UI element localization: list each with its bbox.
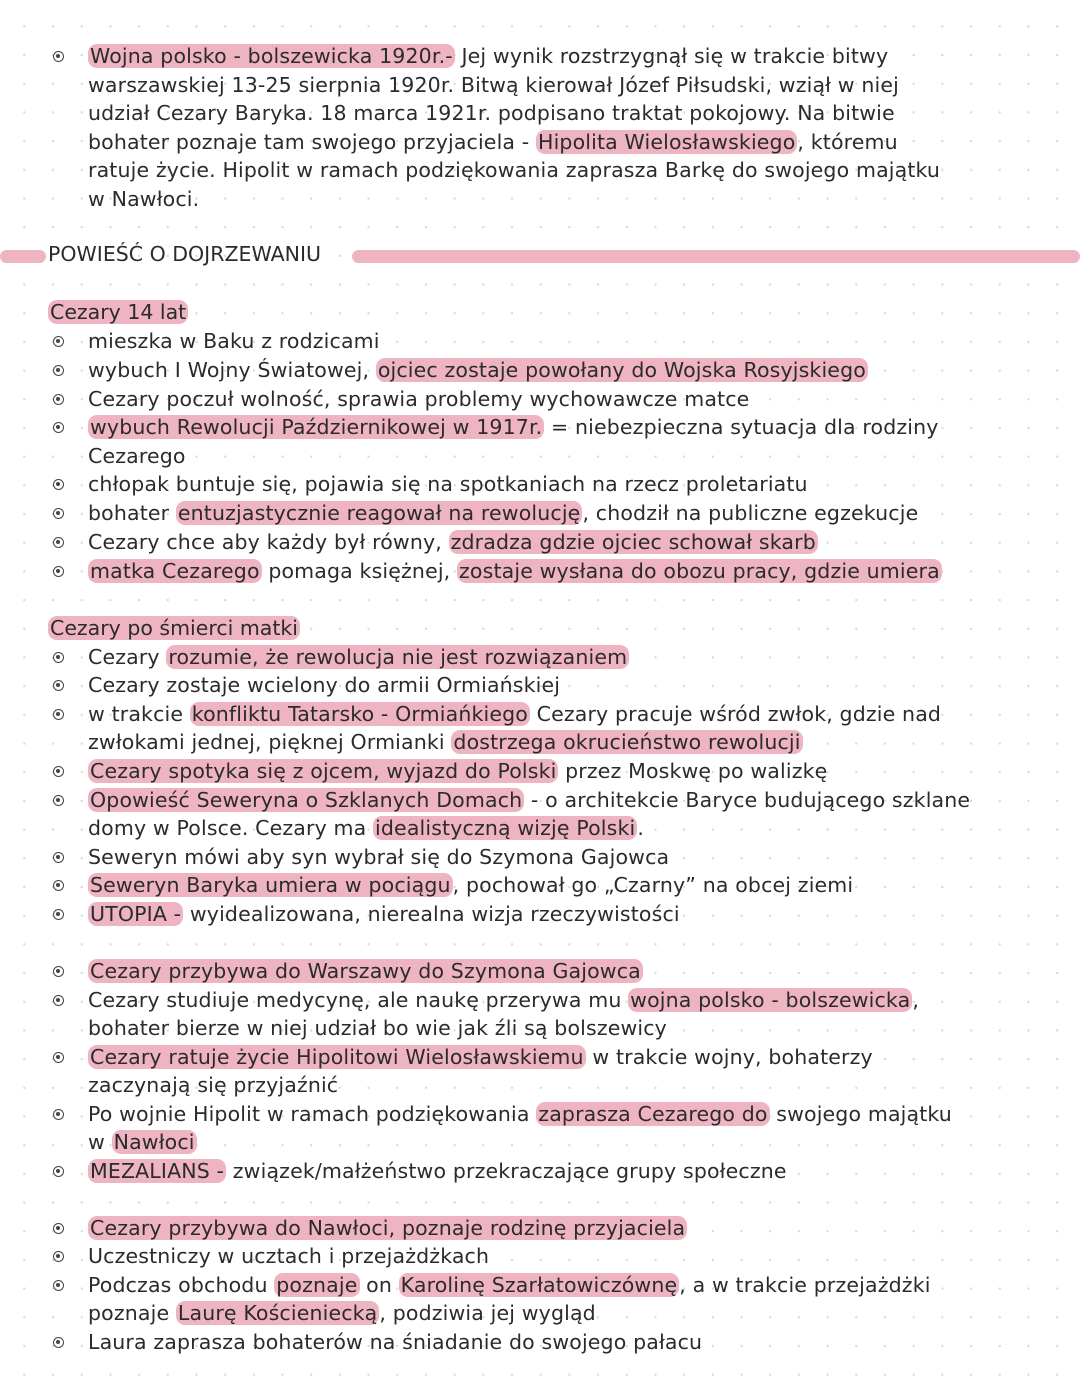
group2-line <box>88 643 629 672</box>
text: mieszka w Baku z rodzicami <box>88 329 380 353</box>
bullet-icon <box>53 1109 64 1120</box>
text: on <box>359 1273 399 1297</box>
text: Laura zaprasza bohaterów na śniadanie do swojego pałacu <box>88 1330 703 1354</box>
intro-line <box>88 42 888 71</box>
group4-line <box>88 1214 687 1243</box>
highlighted-text: poznaje <box>276 1273 358 1297</box>
bullet-icon <box>53 394 64 405</box>
group2-line <box>88 900 680 929</box>
bullet-icon <box>53 1251 64 1262</box>
text: Cezary chce aby każdy był równy, <box>88 530 449 554</box>
text: warszawskiej 13-25 sierpnia 1920r. Bitwą kierował Józef Piłsudski, wziął w niej <box>88 73 899 97</box>
group2-line <box>88 871 853 900</box>
highlighted-text: entuzjastycznie reagował na rewolucję <box>177 501 581 525</box>
highlighted-text: zostaje wysłana do obozu pracy, gdzie umiera <box>459 559 940 583</box>
highlighted-text: Hipolita Wielosławskiego <box>538 130 796 154</box>
bullet-icon <box>53 766 64 777</box>
highlighted-text: Cezary spotyka się z ojcem, wyjazd do Polski <box>90 759 557 783</box>
group4-line <box>88 1299 596 1328</box>
bullet-icon <box>53 51 64 62</box>
group3-line <box>88 1157 787 1186</box>
group3-line <box>88 957 643 986</box>
group-title-after-mother: Cezary po śmierci matki <box>50 616 298 640</box>
text: Cezary studiuje medycynę, ale naukę przerywa mu <box>88 988 629 1012</box>
group3-line <box>88 1100 952 1129</box>
highlighted-text: konfliktu Tatarsko - Ormiańkiego <box>191 702 528 726</box>
group3-line <box>88 1071 338 1100</box>
text: Podczas obchodu <box>88 1273 275 1297</box>
text: Cezary <box>88 645 167 669</box>
highlighted-text: matka Cezarego <box>90 559 260 583</box>
text: Cezary zostaje wcielony do armii Ormiańskiej <box>88 673 561 697</box>
text: związek/małżeństwo przekraczające grupy społeczne <box>226 1159 787 1183</box>
group1-line <box>88 557 942 586</box>
group1-line <box>88 442 186 471</box>
text: bohater <box>88 501 176 525</box>
intro-line <box>88 71 899 100</box>
text: = niebezpieczna sytuacja dla rodziny <box>544 415 939 439</box>
group2-line <box>88 671 560 700</box>
text: swojego majątku <box>769 1102 952 1126</box>
text: Cezary pracuje wśród zwłok, gdzie nad <box>529 702 942 726</box>
text: udział Cezary Baryka. 18 marca 1921r. podpisano traktat pokojowy. Na bitwie <box>88 101 895 125</box>
bullet-icon <box>53 537 64 548</box>
highlighted-text: Cezary przybywa do Nawłoci, poznaje rodzinę przyjaciela <box>90 1216 686 1240</box>
section-title: POWIEŚĆ O DOJRZEWANIU <box>48 242 322 266</box>
highlighted-text: zaprasza Cezarego do <box>538 1102 768 1126</box>
highlighted-text: idealistyczną wizję Polski <box>375 816 636 840</box>
group-title-age-14: Cezary 14 lat <box>50 300 187 324</box>
text: bohater bierze w niej udział bo wie jak źli są bolszewicy <box>88 1016 667 1040</box>
bullet-icon <box>53 508 64 519</box>
group1-line <box>88 327 380 356</box>
group1-line <box>88 528 818 557</box>
bullet-icon <box>53 795 64 806</box>
group3-line <box>88 1128 197 1157</box>
text: przez Moskwę po walizkę <box>558 759 828 783</box>
group4-line <box>88 1271 931 1300</box>
group1-line <box>88 413 939 442</box>
group2-line <box>88 786 970 815</box>
highlighted-text: Wojna polsko - bolszewicka 1920r.- <box>90 44 453 68</box>
text: , pochował go „Czarny” na obcej ziemi <box>452 873 854 897</box>
text: poznaje <box>88 1301 176 1325</box>
intro-line <box>88 185 199 214</box>
text: Cezarego <box>88 444 186 468</box>
group1-line <box>88 470 808 499</box>
bullet-icon <box>53 1223 64 1234</box>
bullet-icon <box>53 365 64 376</box>
text: domy w Polsce. Cezary ma <box>88 816 374 840</box>
section-bar-right <box>352 250 1080 263</box>
highlighted-text: Karolinę Szarłatowiczównę <box>400 1273 678 1297</box>
text: . <box>637 816 645 840</box>
bullet-icon <box>53 709 64 720</box>
highlighted-text: Opowieść Seweryna o Szklanych Domach <box>90 788 523 812</box>
text: w trakcie wojny, bohaterzy <box>585 1045 873 1069</box>
group2-line <box>88 843 669 872</box>
intro-line <box>88 99 895 128</box>
bullet-icon <box>53 336 64 347</box>
text: chłopak buntuje się, pojawia się na spotkaniach na rzecz proletariatu <box>88 472 808 496</box>
text: Uczestniczy w ucztach i przejażdżkach <box>88 1244 490 1268</box>
group2-line <box>88 757 827 786</box>
text: , a w trakcie przejażdżki <box>679 1273 931 1297</box>
highlighted-text: Cezary przybywa do Warszawy do Szymona Gajowca <box>90 959 641 983</box>
group2-line <box>88 814 644 843</box>
highlighted-text: ojciec zostaje powołany do Wojska Rosyjskiego <box>377 358 866 382</box>
text: zwłokami jednej, pięknej Ormianki <box>88 730 452 754</box>
highlighted-text: Laurę Kościeniecką <box>177 1301 378 1325</box>
group2-line <box>88 700 941 729</box>
text: Cezary poczuł wolność, sprawia problemy wychowawcze matce <box>88 387 750 411</box>
text: , podziwia jej wygląd <box>379 1301 596 1325</box>
text: w <box>88 1130 112 1154</box>
text: bohater poznaje tam swojego przyjaciela - <box>88 130 537 154</box>
text: , chodził na publiczne egzekucje <box>582 501 919 525</box>
text: , któremu <box>797 130 898 154</box>
group3-line <box>88 1014 667 1043</box>
bullet-icon <box>53 680 64 691</box>
highlighted-text: zdradza gdzie ojciec schował skarb <box>450 530 816 554</box>
bullet-icon <box>53 422 64 433</box>
bullet-icon <box>53 1280 64 1291</box>
highlighted-text: Seweryn Baryka umiera w pociągu <box>90 873 451 897</box>
highlighted-text: wybuch Rewolucji Październikowej w 1917r. <box>90 415 543 439</box>
bullet-icon <box>53 852 64 863</box>
group1-line <box>88 356 868 385</box>
text: ratuje życie. Hipolit w ramach podziękowania zaprasza Barkę do swojego majątku <box>88 158 941 182</box>
text: wyidealizowana, nierealna wizja rzeczywistości <box>183 902 680 926</box>
highlighted-text: Cezary ratuje życie Hipolitowi Wielosławskiemu <box>90 1045 584 1069</box>
group4-line <box>88 1242 489 1271</box>
text: Jej wynik rozstrzygnął się w trakcie bitwy <box>454 44 889 68</box>
group2-line <box>88 728 803 757</box>
text: w Nawłoci. <box>88 187 200 211</box>
text: wybuch I Wojny Światowej, <box>88 358 376 382</box>
group3-line <box>88 986 919 1015</box>
group1-line <box>88 385 749 414</box>
section-bar-left <box>0 250 46 263</box>
bullet-icon <box>53 652 64 663</box>
highlighted-text: MEZALIANS - <box>90 1159 225 1183</box>
text: Po wojnie Hipolit w ramach podziękowania <box>88 1102 537 1126</box>
bullet-icon <box>53 1337 64 1348</box>
highlighted-text: rozumie, że rewolucja nie jest rozwiązaniem <box>168 645 628 669</box>
bullet-icon <box>53 966 64 977</box>
bullet-icon <box>53 1052 64 1063</box>
highlighted-text: UTOPIA - <box>90 902 182 926</box>
highlighted-text: Nawłoci <box>113 1130 195 1154</box>
highlighted-text: dostrzega okrucieństwo rewolucji <box>453 730 801 754</box>
bullet-icon <box>53 566 64 577</box>
text: , <box>912 988 919 1012</box>
bullet-icon <box>53 479 64 490</box>
bullet-icon <box>53 880 64 891</box>
highlighted-text: wojna polsko - bolszewicka <box>630 988 911 1012</box>
group4-line <box>88 1328 702 1357</box>
group3-line <box>88 1043 873 1072</box>
text: w trakcie <box>88 702 190 726</box>
text: zaczynają się przyjaźnić <box>88 1073 339 1097</box>
bullet-icon <box>53 995 64 1006</box>
text: Seweryn mówi aby syn wybrał się do Szymona Gajowca <box>88 845 670 869</box>
bullet-icon <box>53 909 64 920</box>
intro-line <box>88 128 898 157</box>
text: - o architekcie Baryce budującego szklane <box>524 788 971 812</box>
intro-line <box>88 156 940 185</box>
group1-line <box>88 499 918 528</box>
text: pomaga księżnej, <box>261 559 458 583</box>
bullet-icon <box>53 1166 64 1177</box>
